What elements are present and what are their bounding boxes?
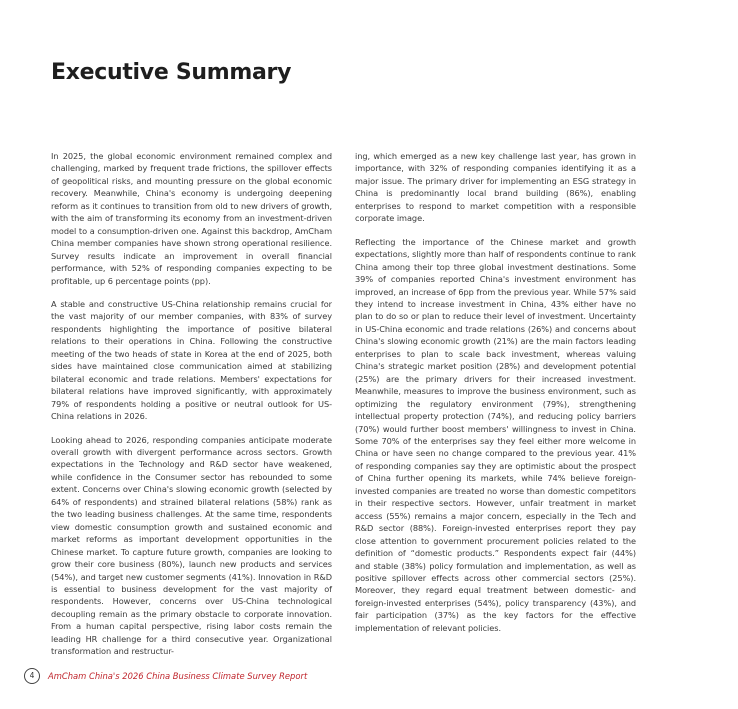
paragraph: Looking ahead to 2026, responding companies anticipate moderate overall growth with divergent performance across sectors. Growth expectations in the Technology and R&D sector have weakened, while confidence in the Consumer sector has rebounded to some extent. Concerns over China's slowing economic growth (selected by 64% of respondents) and strained bilateral relations (58%) rank as the two leading business challenges. At the same time, respondents view domestic consumption growth and sustained economic and market reforms as important development opportunities in the Chinese market. To capture future growth, companies are looking to grow their core business (80%), launch new products and services (54%), and target new customer segments (41%). Innovation in R&D is essential to business development for the vast majority of respondents. However, concerns over US-China technological decoupling remain as the primary obstacle to corporate innovation. From a human capital perspective, rising labor costs remain the leading HR challenge for a third consecutive year. Organizational transformation and restructur- <box>51 434 332 657</box>
right-column <box>355 150 636 645</box>
paragraph: In 2025, the global economic environment remained complex and challenging, marked by frequent trade frictions, the spillover effects of geopolitical risks, and mounting pressure on the global economic recovery. Meanwhile, China's economy is undergoing deepening reform as it continues to transition from old to new drivers of growth, with the aim of transforming its economy from an investment-driven model to a consumption-driven one. Against this backdrop, AmCham China member companies have shown strong operational resilience. Survey results indicate an improvement in overall financial performance, with 52% of responding companies expecting to be profitable, up 6 percentage points (pp). <box>51 151 332 286</box>
page-title: Executive Summary <box>51 60 292 85</box>
paragraph: ing, which emerged as a new key challenge last year, has grown in importance, with 32% of responding companies identifying it as a major issue. The primary driver for implementing an ESG strategy in China is predominantly local brand building (86%), enabling enterprises to respond to market competition with a responsible corporate image. <box>355 151 636 224</box>
left-column <box>51 150 332 669</box>
footer-report-title: AmCham China's 2026 China Business Climate Survey Report <box>48 671 308 681</box>
paragraph: A stable and constructive US-China relationship remains crucial for the vast majority of our member companies, with 83% of survey respondents highlighting the importance of positive bilateral relations to their operations in China. Following the constructive meeting of the two heads of state in Korea at the end of 2025, both sides have maintained close communication aimed at stabilizing bilateral economic and trade relations. Members' expectations for bilateral relations have improved significantly, with approximately 79% of respondents holding a positive or neutral outlook for US-China relations in 2026. <box>51 298 332 422</box>
page-number: 4 <box>24 668 40 684</box>
paragraph: Reflecting the importance of the Chinese market and growth expectations, slightly more than half of respondents continue to rank China among their top three global investment destinations. Some 39% of companies reported China's investment environment has improved, an increase of 6pp from the previous year. While 57% said they intend to increase investment in China, 43% either have no plan to do so or plan to reduce their level of investment. Uncertainty in US-China economic and trade relations (26%) and concerns about China's slowing economic growth (21%) are the main factors leading enterprises to plan to scale back investment, whereas valuing China's strategic market position (28%) and development potential (25%) are the primary drivers for their increased investment. Meanwhile, measures to improve the business environment, such as optimizing the regulatory environment (79%), strengthening intellectual property protection (74%), and reducing policy barriers (70%) would further boost members' willingness to invest in China. Some 70% of the enterprises say they feel either more welcome in China or have seen no change compared to the previous year. 41% of responding companies say they are optimistic about the prospect of China further opening its markets, while 74% believe foreign-invested companies are treated no worse than domestic competitors in their respective sectors. However, unfair treatment in market access (55%) remains a major concern, especially in the Tech and R&D sector (88%). Foreign-invested enterprises report they pay close attention to government procurement policies related to the definition of “domestic products.” Respondents expect fair (44%) and stable (38%) policy formulation and implementation, as well as positive spillover effects across other commercial sectors (25%). Moreover, they regard equal treatment between domestic- and foreign-invested enterprises (54%), policy transparency (43%), and fair participation (37%) as the key factors for the effective implementation of relevant policies. <box>355 236 636 633</box>
page-footer <box>24 668 307 684</box>
